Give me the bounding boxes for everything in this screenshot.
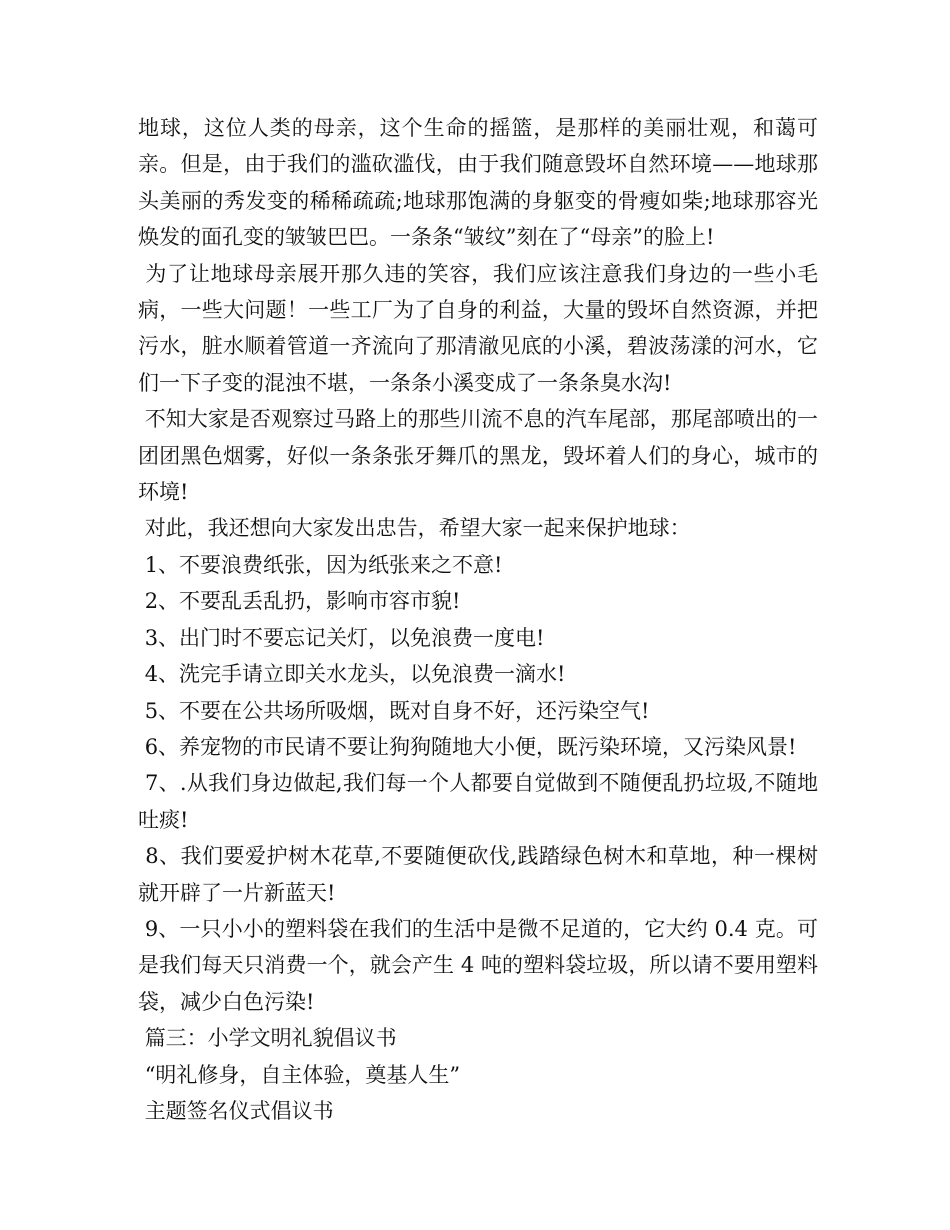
list-item-3: 3、出门时不要忘记关灯，以免浪费一度电! <box>138 625 545 650</box>
list-item-5: 5、不要在公共场所吸烟，既对自身不好，还污染空气! <box>138 698 650 723</box>
paragraph-car-exhaust: 不知大家是否观察过马路上的那些川流不息的汽车尾部，那尾部喷出的一团团黑色烟雾，好似一条条张牙舞爪的黑龙，毁坏着人们的身心，城市的环境! <box>138 407 818 505</box>
list-item-4: 4、洗完手请立即关水龙头，以免浪费一滴水! <box>138 662 566 687</box>
paragraph-factories-pollution: 为了让地球母亲展开那久违的笑容，我们应该注意我们身边的一些小毛病，一些大问题！一些工厂为了自身的利益，大量的毁坏自然资源，并把污水，脏水顺着管道一齐流向了那清澈见底的小溪，碧波荡漾的河水，它们一下子变的混浊不堪，一条条小溪变成了一条条臭水沟! <box>138 261 818 395</box>
list-item-2: 2、不要乱丢乱扔，影响市容市貌! <box>138 589 461 614</box>
list-item-1: 1、不要浪费纸张，因为纸张来之不意! <box>138 552 503 577</box>
list-item-7: 7、.从我们身边做起,我们每一个人都要自觉做到不随便乱扔垃圾,不随地吐痰! <box>138 771 818 832</box>
paragraph-advice-intro: 对此，我还想向大家发出忠告，希望大家一起来保护地球： <box>138 516 691 541</box>
list-item-9: 9、一只小小的塑料袋在我们的生活中是微不足道的，它大约 0.4 克。可是我们每天只消费一个，就会产生 4 吨的塑料袋垃圾，所以请不要用塑料袋，减少白色污染! <box>138 916 818 1014</box>
list-item-8: 8、我们要爱护树木花草,不要随便砍伐,践踏绿色树木和草地，种一棵树就开辟了一片新蓝天! <box>138 844 818 905</box>
slogan: “明礼修身，自主体验，奠基人生” <box>138 1062 461 1087</box>
list-item-6: 6、养宠物的市民请不要让狗狗随地大小便，既污染环境，又污染风景! <box>138 734 797 759</box>
paragraph-earth-mother: 地球，这位人类的母亲，这个生命的摇篮，是那样的美丽壮观，和蔼可亲。但是，由于我们的滥砍滥伐，由于我们随意毁坏自然环境——地球那头美丽的秀发变的稀稀疏疏;地球那饱满的身躯变的骨瘦如柴;地球那容光焕发的面孔变的皱皱巴巴。一条条“皱纹”刻在了“母亲”的脸上! <box>138 116 818 250</box>
section-heading: 篇三：小学文明礼貌倡议书 <box>138 1026 397 1051</box>
subtitle: 主题签名仪式倡议书 <box>138 1098 334 1123</box>
document-body <box>138 110 818 1129</box>
